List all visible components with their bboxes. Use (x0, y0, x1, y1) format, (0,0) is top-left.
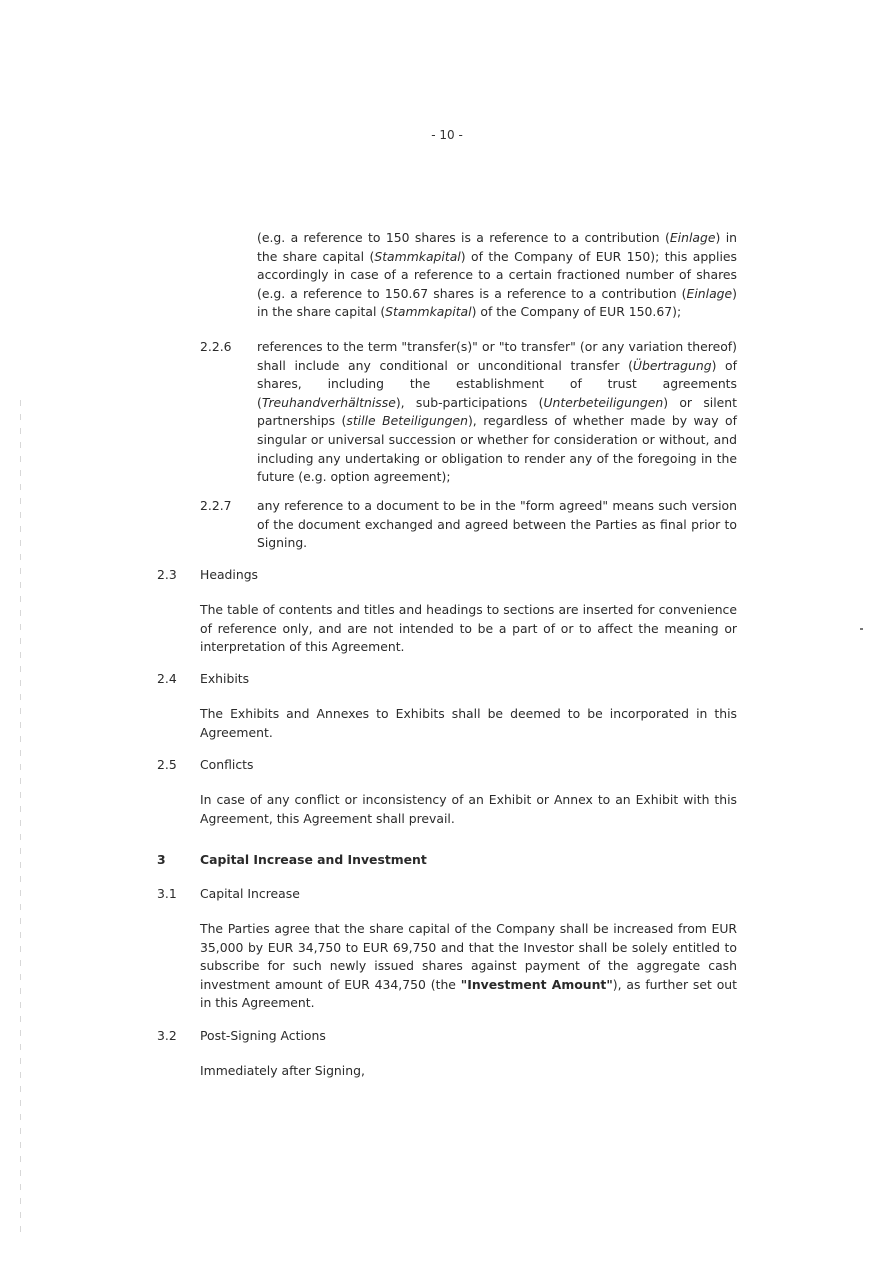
clause-2-2-6-text: references to the term "transfer(s)" or "to transfer" (or any variation thereof) shall include any conditional or unconditional transfer (Übertragung) of shares, including the establishment of trust agreements (Treuhandverhältnisse), sub-participations (Unterbeteiligungen) or silent partnerships (stille Beteiligungen), regardless of whether made by way of singular or universal succession or whether for consideration or without, and including any undertaking or obligation to render any of the foregoing in the future (e.g. option agreement); (257, 339, 738, 485)
section-body-2-3: The table of contents and titles and headings to sections are inserted for convenience of reference only, and are not intended to be a part of or to affect the meaning or interpretation of this Agreement. (200, 602, 737, 655)
section-heading-3: Capital Increase and Investment (200, 852, 427, 867)
section-body-3-2: Immediately after Signing, (200, 1063, 365, 1078)
clause-number-2-2-6: 2.2.6 (200, 339, 232, 354)
section-heading-3-2: Post-Signing Actions (200, 1028, 326, 1043)
scan-mark-artifact (860, 628, 863, 630)
page-number: - 10 - (431, 128, 463, 142)
section-heading-2-3: Headings (200, 567, 259, 582)
clause-2-2-7-text: any reference to a document to be in the "form agreed" means such version of the document exchanged and agreed between the Parties as final prior to Signing. (257, 498, 737, 551)
section-number-2-3: 2.3 (157, 567, 177, 582)
section-heading-2-4: Exhibits (200, 671, 250, 686)
section-number-3: 3 (157, 852, 166, 867)
section-body-2-4: The Exhibits and Annexes to Exhibits shall be deemed to be incorporated in this Agreement. (200, 706, 737, 740)
clause-2-2-5-continuation: (e.g. a reference to 150 shares is a reference to a contribution (Einlage) in the share capital (Stammkapital) of the Company of EUR 150); this applies accordingly in case of a reference to a certain fractioned number of shares (e.g. a reference to 150.67 shares is a reference to a contribution (Einlage) in the share capital (Stammkapital) of the Company of EUR 150.67); (257, 230, 738, 320)
section-body-3-1: The Parties agree that the share capital of the Company shall be increased from EUR 35,000 by EUR 34,750 to EUR 69,750 and that the Investor shall be solely entitled to subscribe for such newly issued shares against payment of the aggregate cash investment amount of EUR 434,750 (the "Investment Amount"), as further set out in this Agreement. (200, 921, 737, 1011)
section-number-3-1: 3.1 (157, 886, 177, 901)
section-heading-3-1: Capital Increase (200, 886, 300, 901)
scan-edge-artifact (20, 400, 21, 1240)
section-number-2-4: 2.4 (157, 671, 177, 686)
section-heading-2-5: Conflicts (200, 757, 254, 772)
section-number-2-5: 2.5 (157, 757, 177, 772)
clause-number-2-2-7: 2.2.7 (200, 498, 232, 513)
section-number-3-2: 3.2 (157, 1028, 177, 1043)
section-body-2-5: In case of any conflict or inconsistency of an Exhibit or Annex to an Exhibit with this Agreement, this Agreement shall prevail. (200, 792, 737, 826)
